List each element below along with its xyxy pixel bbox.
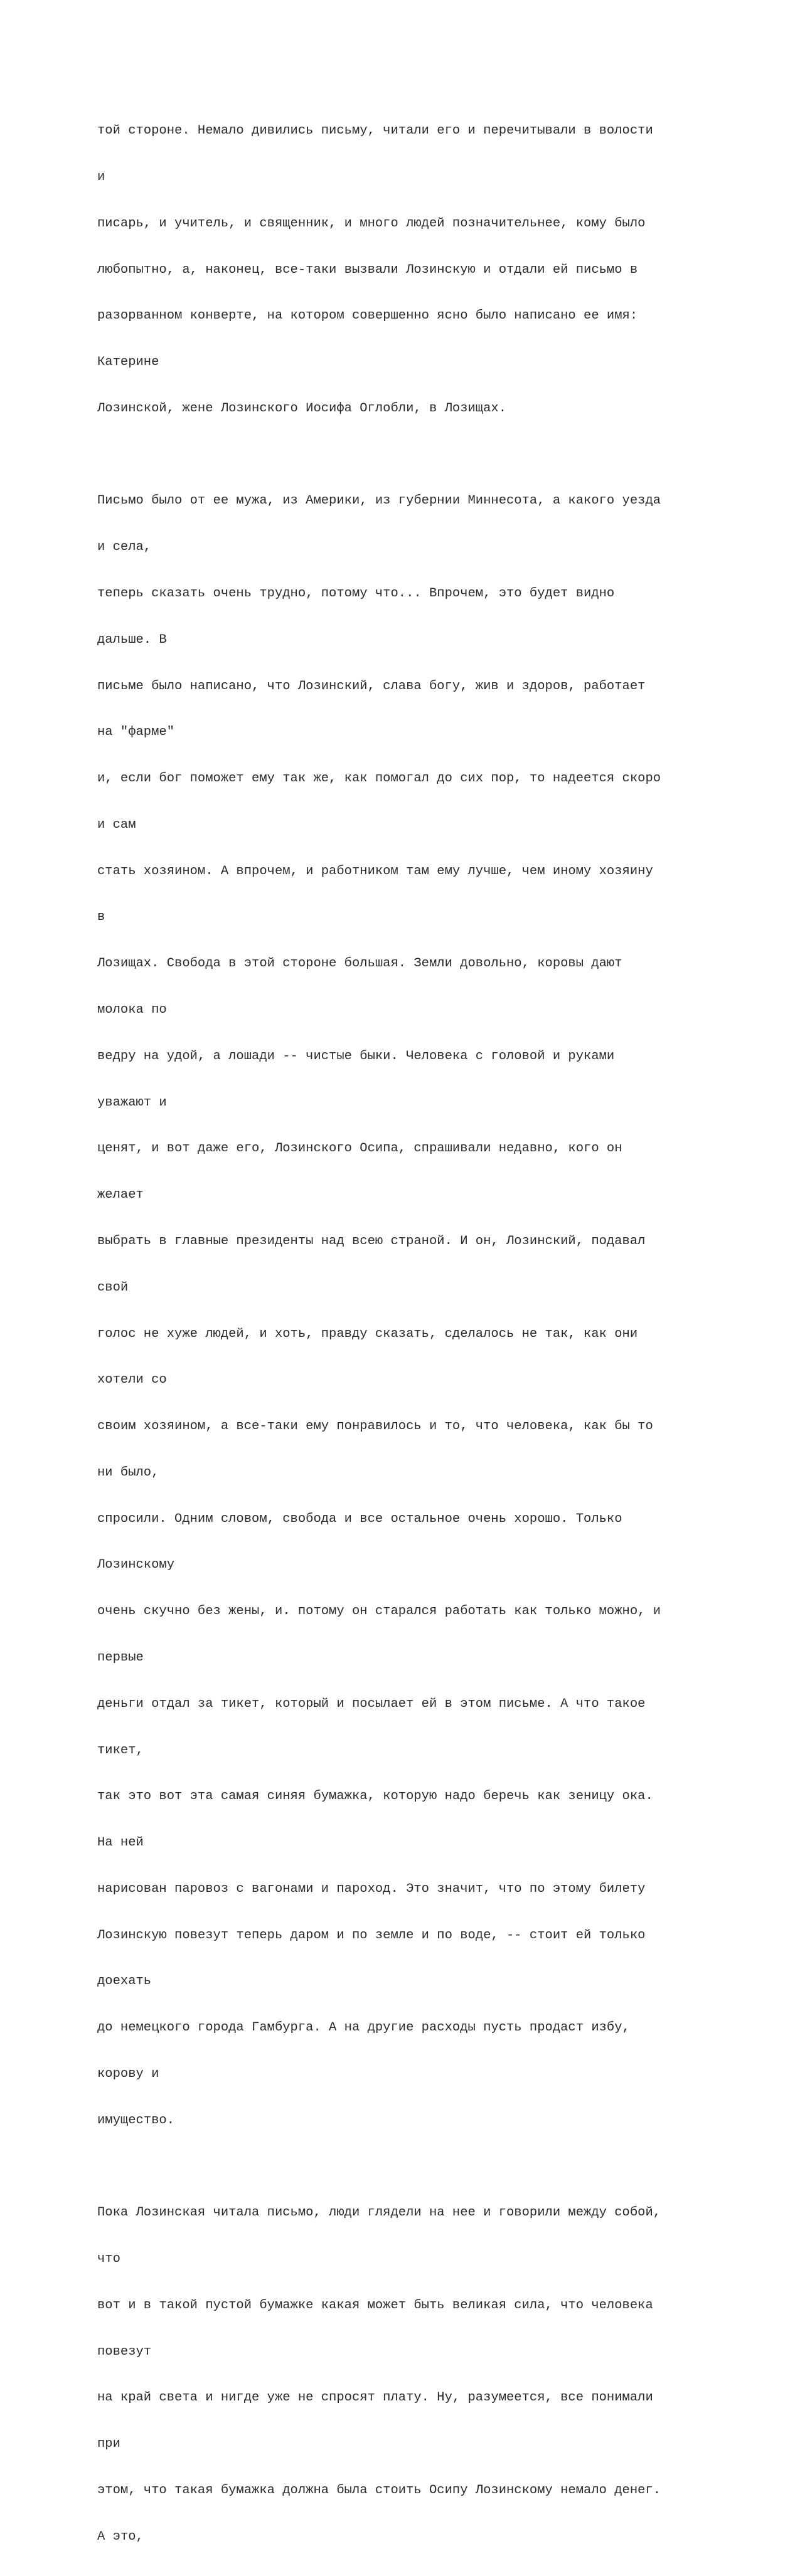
text-line: Лозищах. Свобода в этой стороне большая. Земли довольно, коровы дают: [97, 956, 622, 971]
text-line: Лозинскому: [97, 1558, 175, 1573]
text-line: корову и: [97, 2067, 159, 2081]
text-line: Пока Лозинская читала письмо, люди глядели на нее и говорили между собой,: [97, 2205, 661, 2220]
document-text: [97, 93, 775, 2576]
text-line: писарь, и учитель, и священник, и много людей позначительнее, кому было: [97, 216, 646, 231]
text-line: хотели со: [97, 1373, 167, 1388]
text-line: деньги отдал за тикет, который и посылает ей в этом письме. А что такое: [97, 1696, 646, 1711]
text-line: первые: [97, 1650, 144, 1665]
text-line: и села,: [97, 540, 152, 555]
text-line: своим хозяином, а все-таки ему понравилось и то, что человека, как бы то: [97, 1419, 653, 1434]
text-line: любопытно, а, наконец, все-таки вызвали Лозинскую и отдали ей письмо в: [97, 262, 638, 277]
text-line: в: [97, 910, 105, 925]
text-line: так это вот эта самая синяя бумажка, которую надо беречь как зеницу ока.: [97, 1789, 653, 1804]
text-line: разорванном конверте, на котором совершенно ясно было написано ее имя:: [97, 309, 638, 324]
text-line: и: [97, 169, 105, 184]
text-line: ценят, и вот даже его, Лозинского Осипа, спрашивали недавно, кого он: [97, 1141, 622, 1156]
text-line: ведру на удой, а лошади -- чистые быки. Человека с головой и руками: [97, 1048, 615, 1064]
text-line: и, если бог поможет ему так же, как помогал до сих пор, то надеется скоро: [97, 771, 661, 786]
text-line: На ней: [97, 1835, 144, 1850]
text-line: желает: [97, 1188, 144, 1203]
text-line: ни было,: [97, 1465, 159, 1480]
text-line: Лозинской, жене Лозинского Иосифа Оглобли, в Лозищах.: [97, 401, 507, 416]
text-line: нарисован паровоз с вагонами и пароход. Это значит, что по этому билету: [97, 1881, 646, 1896]
text-line: что: [97, 2252, 120, 2267]
text-line: повезут: [97, 2344, 152, 2359]
text-line: свой: [97, 1280, 129, 1295]
text-line: молока по: [97, 1003, 167, 1018]
text-line: спросили. Одним словом, свобода и все остальное очень хорошо. Только: [97, 1511, 622, 1526]
text-line: на край света и нигде уже не спросят плату. Ну, разумеется, все понимали: [97, 2390, 653, 2405]
text-line: дальше. В: [97, 632, 167, 647]
text-line: Катерине: [97, 355, 159, 370]
text-line: при: [97, 2437, 120, 2452]
text-line: [97, 2160, 775, 2175]
text-line: на "фарме": [97, 725, 175, 740]
text-line: и сам: [97, 817, 136, 832]
text-line: той стороне. Немало дивились письму, читали его и перечитывали в волости: [97, 124, 653, 139]
text-line: очень скучно без жены, и. потому он старался работать как только можно, и: [97, 1604, 661, 1619]
text-line: стать хозяином. А впрочем, и работником там ему лучше, чем иному хозяину: [97, 863, 653, 879]
text-line: письме было написано, что Лозинский, слава богу, жив и здоров, работает: [97, 678, 646, 694]
text-line: до немецкого города Гамбурга. А на другие расходы пусть продаст избу,: [97, 2020, 630, 2035]
text-line: [97, 448, 775, 463]
text-line: имущество.: [97, 2113, 175, 2128]
text-line: Письмо было от ее мужа, из Америки, из губернии Миннесота, а какого уезда: [97, 494, 661, 509]
text-line: этом, что такая бумажка должна была стоить Осипу Лозинскому немало денег.: [97, 2483, 661, 2498]
text-line: выбрать в главные президенты над всею страной. И он, Лозинский, подавал: [97, 1233, 646, 1248]
text-line: голос не хуже людей, и хоть, правду сказать, сделалось не так, как они: [97, 1326, 638, 1341]
text-line: вот и в такой пустой бумажке какая может быть великая сила, что человека: [97, 2298, 653, 2313]
text-line: теперь сказать очень трудно, потому что... Впрочем, это будет видно: [97, 586, 615, 601]
text-line: Лозинскую повезут теперь даром и по земле и по воде, -- стоит ей только: [97, 1928, 646, 1943]
text-line: доехать: [97, 1974, 152, 1989]
text-line: уважают и: [97, 1095, 167, 1110]
text-line: А это,: [97, 2529, 144, 2544]
text-line: тикет,: [97, 1743, 144, 1758]
